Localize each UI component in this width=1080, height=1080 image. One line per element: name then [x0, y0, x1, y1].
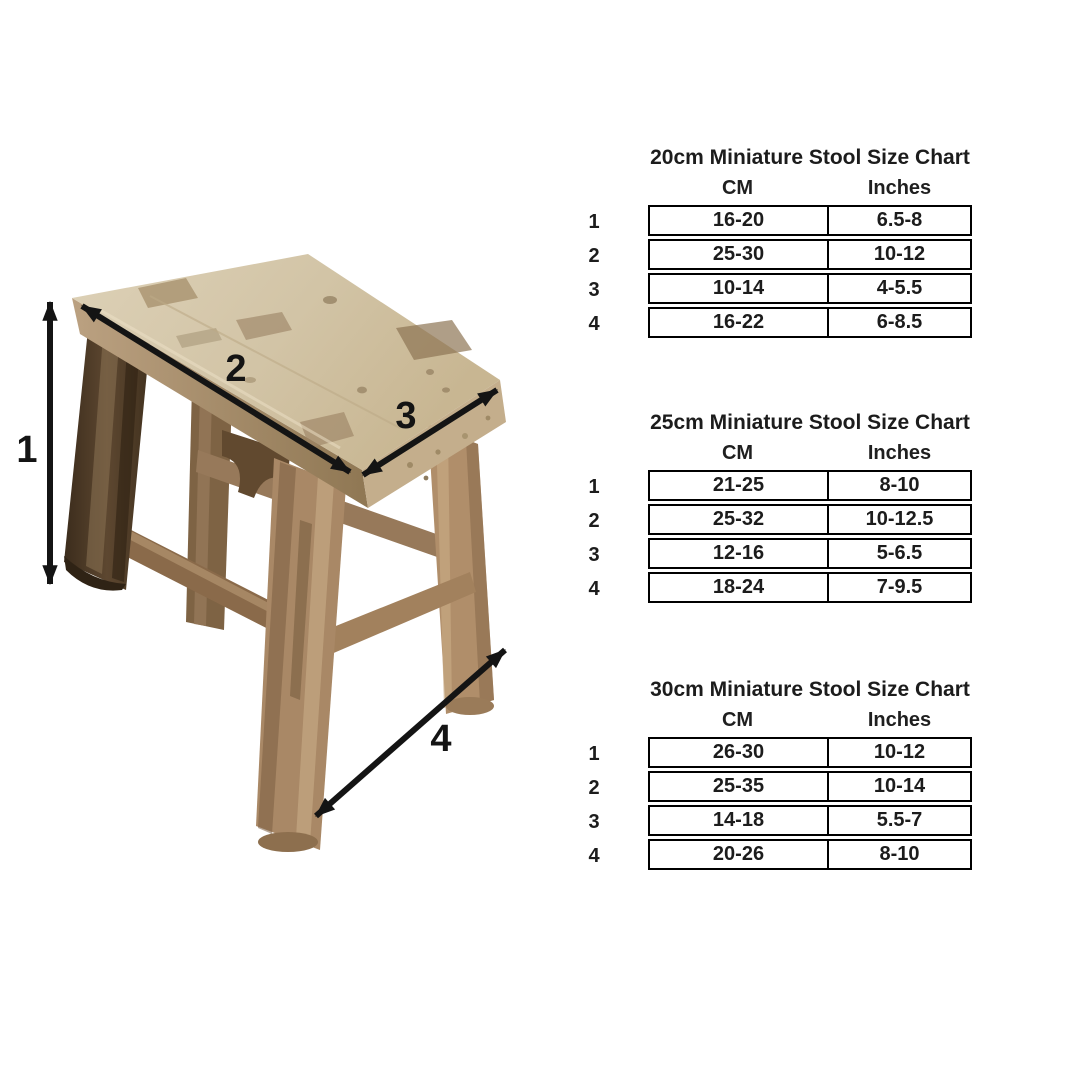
- dimension-label-3: 3: [395, 395, 417, 437]
- size-table: [648, 470, 972, 606]
- column-headers: [648, 442, 972, 466]
- table-row: [648, 839, 972, 870]
- table-row: [648, 307, 972, 338]
- cell-cm: 25-30: [650, 241, 829, 268]
- column-header-inches: Inches: [867, 177, 932, 199]
- row-number: 1: [588, 210, 600, 233]
- cell-cm: 20-26: [650, 841, 829, 868]
- dimension-label-1: 1: [16, 429, 38, 471]
- cell-cm: 21-25: [650, 472, 829, 499]
- column-header-cm: CM: [721, 709, 754, 731]
- size-chart-title: 25cm Miniature Stool Size Chart: [650, 411, 970, 434]
- size-chart-title: 20cm Miniature Stool Size Chart: [650, 146, 970, 169]
- cell-inches: 10-12: [873, 243, 926, 265]
- row-number: 1: [588, 742, 600, 765]
- row-number: 3: [588, 278, 600, 301]
- cell-inches: 10-14: [873, 775, 926, 797]
- column-header-cm: CM: [721, 442, 754, 464]
- cell-cm: 26-30: [650, 739, 829, 766]
- row-number: 4: [588, 577, 600, 600]
- table-row: [648, 205, 972, 236]
- cell-inches: 5.5-7: [876, 809, 923, 831]
- cell-cm: 12-16: [650, 540, 829, 567]
- row-numbers: [580, 470, 608, 606]
- row-number: 2: [588, 776, 600, 799]
- cell-inches: 6.5-8: [876, 209, 923, 231]
- table-row: [648, 737, 972, 768]
- cell-cm: 10-14: [650, 275, 829, 302]
- table-row: [648, 805, 972, 836]
- table-row: [648, 572, 972, 603]
- row-number: 3: [588, 543, 600, 566]
- size-chart-20cm: [560, 146, 1000, 346]
- column-header-inches: Inches: [867, 442, 932, 464]
- dimension-label-2: 2: [225, 348, 247, 390]
- cell-cm: 16-22: [650, 309, 829, 336]
- row-number: 2: [588, 244, 600, 267]
- cell-cm: 25-35: [650, 773, 829, 800]
- stool-center-leg: [256, 458, 346, 852]
- table-row: [648, 273, 972, 304]
- cell-cm: 25-32: [650, 506, 829, 533]
- row-numbers: [580, 737, 608, 873]
- row-numbers: [580, 205, 608, 341]
- row-number: 3: [588, 810, 600, 833]
- table-row: [648, 470, 972, 501]
- column-header-inches: Inches: [867, 709, 932, 731]
- size-chart-25cm: [560, 411, 1000, 611]
- row-number: 4: [588, 844, 600, 867]
- cell-cm: 14-18: [650, 807, 829, 834]
- size-chart-title: 30cm Miniature Stool Size Chart: [650, 678, 970, 701]
- column-headers: [648, 709, 972, 733]
- cell-inches: 6-8.5: [876, 311, 923, 333]
- cell-inches: 7-9.5: [876, 576, 923, 598]
- table-row: [648, 771, 972, 802]
- dimension-label-4: 4: [430, 718, 452, 760]
- row-number: 4: [588, 312, 600, 335]
- cell-inches: 8-10: [879, 474, 920, 496]
- cell-inches: 5-6.5: [876, 542, 923, 564]
- cell-inches: 10-12.5: [865, 508, 934, 530]
- column-header-cm: CM: [721, 177, 754, 199]
- size-chart-30cm: [560, 678, 1000, 878]
- row-number: 1: [588, 475, 600, 498]
- dimension-arrow-4: [316, 650, 505, 816]
- table-row: [648, 538, 972, 569]
- table-row: [648, 239, 972, 270]
- size-table: [648, 737, 972, 873]
- cell-inches: 10-12: [873, 741, 926, 763]
- column-headers: [648, 177, 972, 201]
- table-row: [648, 504, 972, 535]
- cell-cm: 16-20: [650, 207, 829, 234]
- size-table: [648, 205, 972, 341]
- cell-cm: 18-24: [650, 574, 829, 601]
- cell-inches: 4-5.5: [876, 277, 923, 299]
- cell-inches: 8-10: [879, 843, 920, 865]
- row-number: 2: [588, 509, 600, 532]
